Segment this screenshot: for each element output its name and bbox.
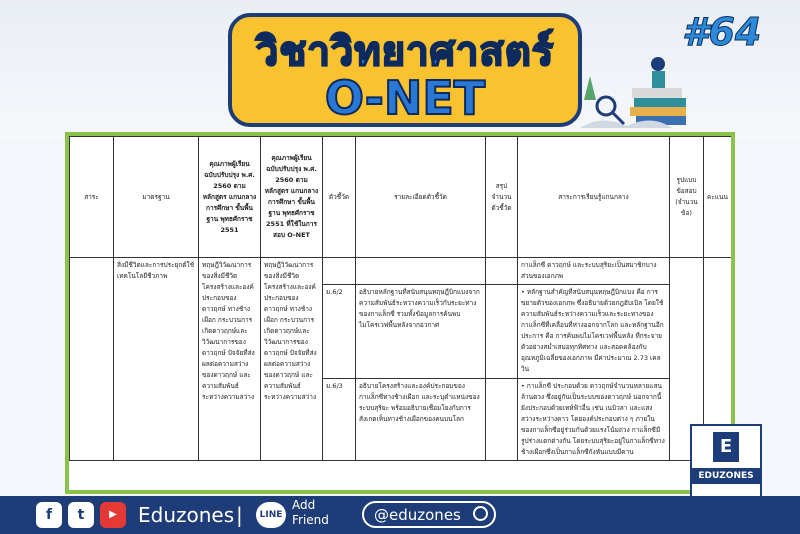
youtube-icon[interactable]: ▶ [100, 502, 126, 528]
curriculum-table [69, 136, 732, 461]
curriculum-document [65, 132, 735, 494]
core-content-cell: • หลักฐานสำคัญที่สนับสนุนทฤษฎีบิกแบง คือ การขยายตัวของเอกภพ ซึ่งอธิบายด้วยกฎฮับเบิล โดยใช้ความสัมพันธ์ระหว่างความเร็วและระยะทางของกาแล็กซีที่เคลื่อนที่ห่างออกจากโลก และหลักฐานอีกประการ คือ การค้นพบไมโครเวฟพื้นหลัง ที่กระจายตัวอย่างสม่ำเสมอทุกทิศทาง และสอดคล้องกับอุณหภูมิเฉลี่ยของเอกภาพ มีค่าประมาณ 2.73 เคลวิน [518, 285, 670, 379]
header-score: คะแนน [704, 137, 732, 258]
header-quality: คุณภาพผู้เรียน ฉบับปรับปรุง พ.ศ. 2560 ตามหลักสูตร แกนกลางการศึกษา ขั้นพื้นฐาน พุทธศักราช 2551 [199, 137, 261, 258]
core-content-cell: • กาแล็กซี ประกอบด้วย ดาวฤกษ์จำนวนหลายแสนล้านดวง ซึ่งอยู่กันเป็นระบบของดาวฤกษ์ นอกจากนี้ยังประกอบด้วยเทห์ฟ้าอื่น เช่น เนบิวลา และแสงสว่างระหว่างดาว โดยองค์ประกอบต่าง ๆ ภายในของกาแล็กซีอยู่ร่วมกันด้วยแรงโน้มถ่วง กาแล็กซีมีรูปร่างแตกต่างกัน โดยระบบสุริยะอยู่ในกาแล็กซีทางช้างเผือกซึ่งเป็นกาแล็กซีกังหันแบบมีคาน [518, 379, 670, 461]
eduzones-logo-icon: E [713, 432, 739, 462]
footer-separator: | [236, 503, 243, 527]
indicator-detail-cell [356, 258, 486, 285]
indicator-cell [323, 258, 356, 285]
handle-search-box[interactable] [362, 501, 496, 528]
episode-number: #64 [682, 10, 762, 54]
books-illustration [572, 40, 692, 135]
indicator-count-cell [486, 258, 518, 285]
header-exam-format: รูปแบบ ข้อสอบ (จำนวน ข้อ) [670, 137, 704, 258]
header-indicator-detail: รายละเอียดตัวชี้วัด [356, 137, 486, 258]
indicator-cell: ม.6/3 [323, 379, 356, 461]
table-row [70, 258, 732, 285]
line-icon[interactable]: LINE [256, 502, 286, 528]
strand-cell [70, 258, 114, 461]
header-quality-onet: คุณภาพผู้เรียน ฉบับปรับปรุง พ.ศ. 2560 ตามหลักสูตร แกนกลางการศึกษา ขั้นพื้นฐาน พุทธศักราช 2551 ที่ใช้ในการสอบ O-NET [261, 137, 323, 258]
header-standard: มาตรฐาน [114, 137, 199, 258]
footer-brand: Eduzones [138, 503, 235, 527]
indicator-count-cell [486, 379, 518, 461]
add-friend-link[interactable]: Add Friend [292, 498, 329, 527]
header-strand: สาระ [70, 137, 114, 258]
eduzones-badge-label: EDUZONES [692, 468, 760, 484]
social-footer [0, 496, 800, 534]
header-core-content: สาระการเรียนรู้แกนกลาง [518, 137, 670, 258]
header-indicator: ตัวชี้วัด [323, 137, 356, 258]
indicator-count-cell [486, 285, 518, 379]
table-header-row [70, 137, 732, 258]
indicator-detail-cell: อธิบายโครงสร้างและองค์ประกอบของกาแล็กซีทางช้างเผือก และระบุตำแหน่งของระบบสุริยะ พร้อมอธิบายเชื่อมโยงกับการสังเกตเห็นทางช้างเผือกของคนบนโลก [356, 379, 486, 461]
title-subject: วิชาวิทยาศาสตร์ [255, 29, 555, 75]
quality-onet-cell: ทฤษฎีวิวัฒนาการของสิ่งมีชีวิต โครงสร้างและองค์ประกอบของดาวฤกษ์ ทางช้างเผือก กระบวนการเกิดดาวฤกษ์และวิวัฒนาการของดาวฤกษ์ ปัจจัยที่ส่งผลต่อความสว่างของดาวฤกษ์ และความสัมพันธ์ระหว่างความสว่าง [261, 258, 323, 461]
indicator-cell: ม.6/2 [323, 285, 356, 379]
standard-cell: สิ่งมีชีวิตและการประยุกต์ใช้เทคโนโลยีชีวภาพ [114, 258, 199, 461]
twitter-icon[interactable]: t [68, 502, 94, 528]
header-indicator-count: สรุป จำนวน ตัวชี้วัด [486, 137, 518, 258]
quality-cell: ทฤษฎีวิวัฒนาการของสิ่งมีชีวิต โครงสร้างและองค์ประกอบของดาวฤกษ์ ทางช้างเผือก กระบวนการเกิดดาวฤกษ์และวิวัฒนาการของดาวฤกษ์ ปัจจัยที่ส่งผลต่อความสว่างของดาวฤกษ์ และความสัมพันธ์ระหว่างความสว่าง [199, 258, 261, 461]
handle-text: @eduzones [374, 506, 461, 524]
indicator-detail-cell: อธิบายหลักฐานที่สนับสนุนทฤษฎีบิกแบงจากความสัมพันธ์ระหว่างความเร็วกับระยะทางของกาแล็กซี รวมทั้งข้อมูลการค้นพบไมโครเวฟพื้นหลังจากอวกาศ [356, 285, 486, 379]
title-exam: O-NET [324, 71, 486, 125]
core-content-cell: กาแล็กซี ดาวฤกษ์ และระบบสุริยะเป็นสมาชิกบางส่วนของเอกภพ [518, 258, 670, 285]
facebook-icon[interactable]: f [36, 502, 62, 528]
search-icon [473, 506, 488, 521]
title-banner [228, 13, 582, 127]
eduzones-badge [690, 424, 762, 500]
